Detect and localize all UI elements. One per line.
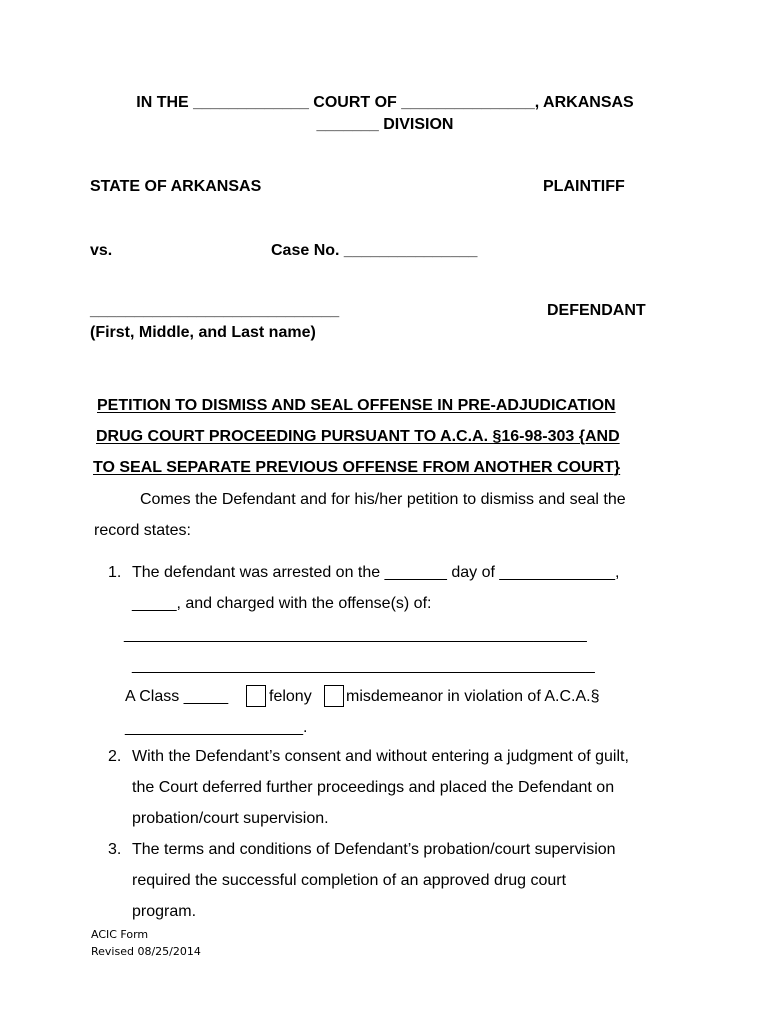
plaintiff-label: PLAINTIFF [543, 178, 625, 195]
item-1-line-2: _____, and charged with the offense(s) of: [132, 595, 432, 612]
statute-blank: ____________________. [125, 719, 308, 736]
intro-line-2: record states: [94, 522, 191, 539]
petition-title-line-3: TO SEAL SEPARATE PREVIOUS OFFENSE FROM ANOTHER COURT} [93, 459, 621, 476]
felony-checkbox[interactable] [246, 685, 266, 707]
item-2-line-2: the Court deferred further proceedings and placed the Defendant on [132, 779, 615, 796]
item-2-line-1: With the Defendant’s consent and without entering a judgment of guilt, [132, 748, 629, 765]
item-1-line-1: The defendant was arrested on the _______ day of _____________, [132, 564, 620, 581]
item-1-number: 1. [108, 564, 122, 581]
intro-line-1: Comes the Defendant and for his/her petition to dismiss and seal the [140, 491, 626, 508]
item-2-line-3: probation/court supervision. [132, 810, 329, 827]
petition-title-line-1: PETITION TO DISMISS AND SEAL OFFENSE IN PRE-ADJUDICATION [97, 397, 616, 414]
plaintiff-name: STATE OF ARKANSAS [90, 178, 262, 195]
item-3-line-3: program. [132, 903, 197, 920]
case-number-line: Case No. _______________ [271, 242, 478, 259]
footer-revised-date: Revised 08/25/2014 [91, 945, 201, 958]
offense-class-label: A Class _____ [125, 688, 229, 705]
court-heading-line: IN THE _____________ COURT OF _______________, ARKANSAS [136, 94, 634, 111]
offense-blank-2: ____________________________________________________ [132, 657, 595, 674]
footer-form-name: ACIC Form [91, 928, 149, 941]
defendant-label: DEFENDANT [547, 302, 646, 319]
item-2-number: 2. [108, 748, 122, 765]
felony-label: felony [269, 688, 312, 705]
misdemeanor-checkbox[interactable] [324, 685, 344, 707]
misdemeanor-label: misdemeanor in violation of A.C.A.§ [346, 688, 600, 705]
division-heading-line: _______ DIVISION [316, 116, 454, 133]
petition-title-line-2: DRUG COURT PROCEEDING PURSUANT TO A.C.A. §16-98-303 {AND [96, 428, 620, 445]
defendant-name-hint: (First, Middle, and Last name) [90, 324, 316, 341]
item-3-line-1: The terms and conditions of Defendant’s probation/court supervision [132, 841, 616, 858]
versus-label: vs. [90, 242, 113, 259]
defendant-name-blank: ____________________________ [90, 302, 340, 319]
item-3-number: 3. [108, 841, 122, 858]
offense-blank-1: ____________________________________________________ [124, 626, 587, 643]
item-3-line-2: required the successful completion of an approved drug court [132, 872, 567, 889]
